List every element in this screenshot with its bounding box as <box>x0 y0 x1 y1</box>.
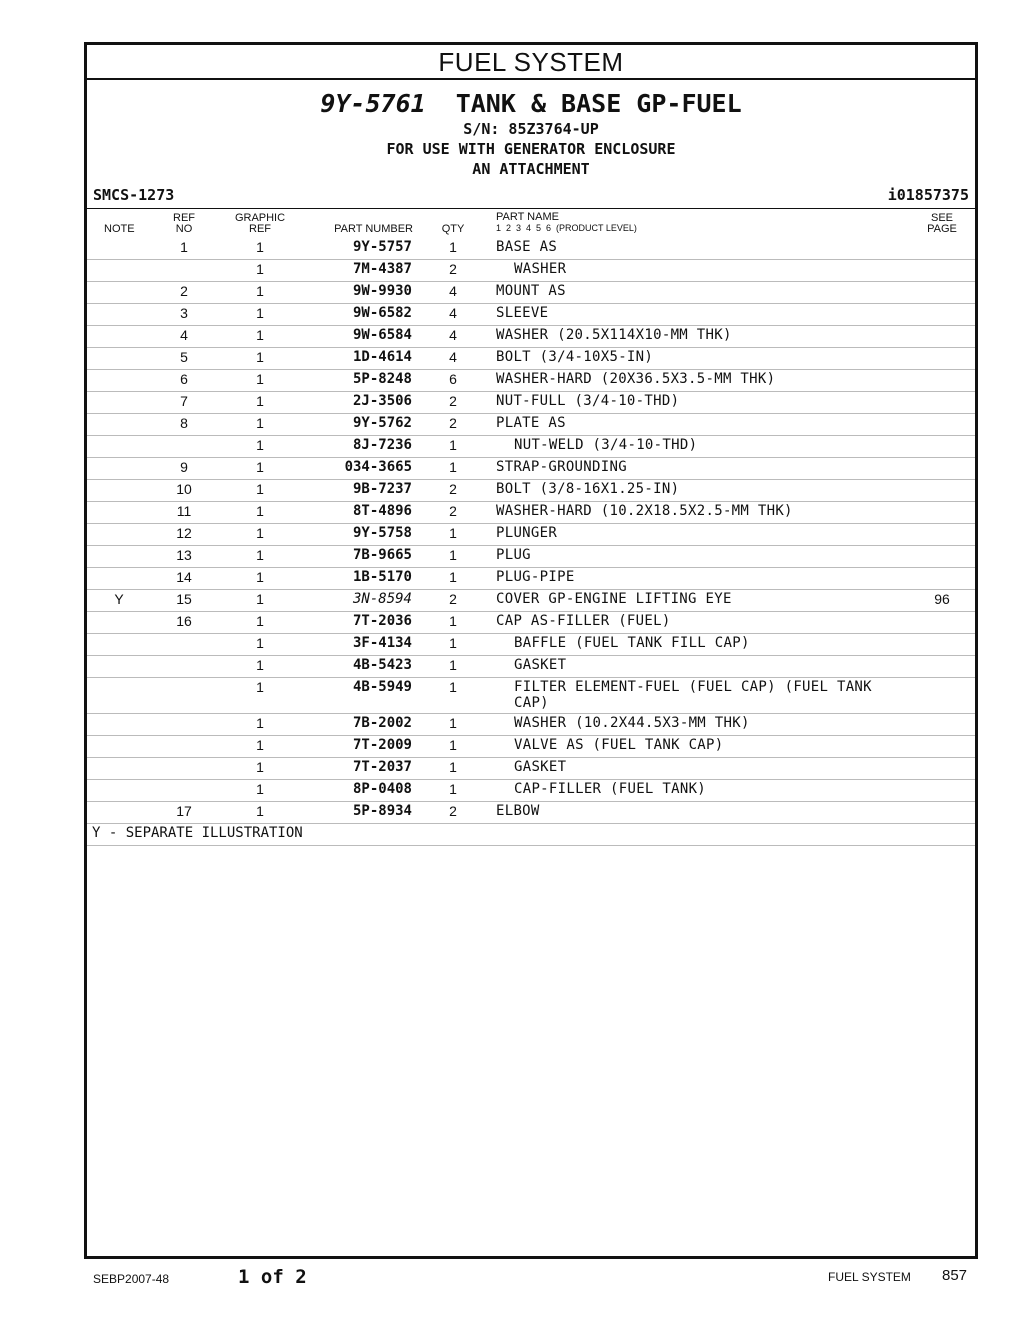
col-see-header-top: SEE <box>930 212 953 224</box>
graphic-ref-cell: 1 <box>256 327 264 343</box>
table-row <box>87 414 975 436</box>
part-name-cell: WASHER-HARD (10.2X18.5X2.5-MM THK) <box>496 503 793 519</box>
ref-number-cell: 9 <box>180 459 188 475</box>
table-row <box>87 502 975 524</box>
table-row <box>87 656 975 678</box>
quantity-cell: 1 <box>449 635 457 651</box>
part-name-cell: NUT-WELD (3/4-10-THD) <box>514 437 698 453</box>
table-row <box>87 348 975 370</box>
ref-number-cell: 14 <box>176 569 192 585</box>
part-number-cell: 1B-5170 <box>352 569 412 585</box>
footer-page-number: 857 <box>942 1267 968 1284</box>
graphic-ref-cell: 1 <box>256 635 264 651</box>
quantity-cell: 1 <box>449 737 457 753</box>
quantity-cell: 1 <box>449 437 457 453</box>
part-name-cell: BASE AS <box>496 239 558 255</box>
ref-number-cell: 12 <box>176 525 192 541</box>
quantity-cell: 1 <box>449 679 457 695</box>
ref-number-cell: 7 <box>180 393 188 409</box>
graphic-ref-cell: 1 <box>256 613 264 629</box>
quantity-cell: 4 <box>449 283 457 299</box>
graphic-ref-cell: 1 <box>256 459 264 475</box>
quantity-cell: 1 <box>449 239 457 255</box>
graphic-ref-cell: 1 <box>256 305 264 321</box>
quantity-cell: 1 <box>449 525 457 541</box>
group-part-number: 9Y-5761 <box>320 89 426 118</box>
graphic-ref-cell: 1 <box>256 393 264 409</box>
part-number-cell: 7T-2009 <box>352 737 412 753</box>
serial-number: S/N: 85Z3764-UP <box>463 120 599 138</box>
table-row <box>87 282 975 304</box>
quantity-cell: 2 <box>449 803 457 819</box>
part-name-cell: PLATE AS <box>496 415 566 431</box>
quantity-cell: 2 <box>449 415 457 431</box>
graphic-ref-cell: 1 <box>256 547 264 563</box>
see-page-cell: 96 <box>934 591 950 607</box>
part-name-cell: CAP AS-FILLER (FUEL) <box>496 613 671 629</box>
graphic-ref-cell: 1 <box>256 283 264 299</box>
table-row <box>87 480 975 502</box>
part-number-cell: 7M-4387 <box>352 261 412 277</box>
graphic-ref-cell: 1 <box>256 503 264 519</box>
table-row <box>87 524 975 546</box>
ref-number-cell: 1 <box>180 239 188 255</box>
table-row <box>87 612 975 634</box>
table-row <box>87 634 975 656</box>
graphic-ref-cell: 1 <box>256 481 264 497</box>
part-number-cell: 4B-5423 <box>352 657 412 673</box>
col-graphic-header-top: GRAPHIC <box>234 212 286 224</box>
part-name-cell: PLUG-PIPE <box>496 569 575 585</box>
part-name-line: CAP) <box>514 695 549 711</box>
footnote-text: Y - SEPARATE ILLUSTRATION <box>92 825 303 841</box>
part-number-cell: 9W-6582 <box>352 305 412 321</box>
graphic-ref-cell: 1 <box>256 803 264 819</box>
part-number-cell: 9Y-5762 <box>352 415 412 431</box>
ref-number-cell: 10 <box>176 481 192 497</box>
ref-number-cell: 6 <box>180 371 188 387</box>
col-ref-header-bottom: NO <box>175 223 193 235</box>
part-name-cell: CAP-FILLER (FUEL TANK) <box>514 781 707 797</box>
part-name-cell: BOLT (3/4-10X5-IN) <box>496 349 654 365</box>
table-row <box>87 678 975 714</box>
table-row <box>87 238 975 260</box>
quantity-cell: 1 <box>449 459 457 475</box>
footnote-row <box>87 824 975 846</box>
table-row <box>87 370 975 392</box>
ref-number-cell: 2 <box>180 283 188 299</box>
part-number-cell: 3F-4134 <box>352 635 412 651</box>
table-row <box>87 392 975 414</box>
part-name-cell <box>496 679 934 711</box>
ref-number-cell: 8 <box>180 415 188 431</box>
quantity-cell: 1 <box>449 759 457 775</box>
quantity-cell: 2 <box>449 393 457 409</box>
parts-table <box>87 238 975 846</box>
graphic-ref-cell: 1 <box>256 657 264 673</box>
part-number-cell: 7B-2002 <box>352 715 412 731</box>
part-number-cell: 7T-2037 <box>352 759 412 775</box>
group-header <box>87 89 975 179</box>
ref-number-cell: 4 <box>180 327 188 343</box>
table-row <box>87 326 975 348</box>
attachment-note: AN ATTACHMENT <box>472 160 590 178</box>
table-row <box>87 436 975 458</box>
page-frame <box>84 42 978 1259</box>
part-name-cell: NUT-FULL (3/4-10-THD) <box>496 393 680 409</box>
part-number-cell: 5P-8934 <box>352 803 412 819</box>
part-number-cell: 8J-7236 <box>352 437 412 453</box>
part-name-cell: STRAP-GROUNDING <box>496 459 627 475</box>
ref-number-cell: 11 <box>176 503 192 519</box>
graphic-ref-cell: 1 <box>256 239 264 255</box>
quantity-cell: 4 <box>449 305 457 321</box>
graphic-ref-cell: 1 <box>256 415 264 431</box>
quantity-cell: 1 <box>449 547 457 563</box>
quantity-cell: 2 <box>449 503 457 519</box>
quantity-cell: 2 <box>449 481 457 497</box>
header-divider <box>87 208 975 209</box>
graphic-ref-cell: 1 <box>256 349 264 365</box>
graphic-ref-cell: 1 <box>256 737 264 753</box>
quantity-cell: 2 <box>449 591 457 607</box>
graphic-ref-cell: 1 <box>256 591 264 607</box>
smcs-code: SMCS-1273 <box>93 186 175 204</box>
part-name-line: FILTER ELEMENT-FUEL (FUEL CAP) (FUEL TANK <box>514 679 872 695</box>
table-row <box>87 590 975 612</box>
quantity-cell: 1 <box>449 657 457 673</box>
part-number-cell: 5P-8248 <box>352 371 412 387</box>
quantity-cell: 1 <box>449 613 457 629</box>
table-row <box>87 546 975 568</box>
col-product-level-header: 1 2 3 4 5 6 (PRODUCT LEVEL) <box>496 223 637 233</box>
table-row <box>87 568 975 590</box>
footer-page-of: 1 of 2 <box>238 1266 307 1288</box>
part-name-cell: ELBOW <box>496 803 540 819</box>
quantity-cell: 6 <box>449 371 457 387</box>
part-number-cell: 9Y-5758 <box>352 525 412 541</box>
part-name-cell: PLUNGER <box>496 525 558 541</box>
table-row <box>87 780 975 802</box>
part-number-cell: 4B-5949 <box>352 679 412 695</box>
part-name-cell: SLEEVE <box>496 305 549 321</box>
part-number-cell: 7B-9665 <box>352 547 412 563</box>
col-graphic-header-bottom: REF <box>249 223 271 235</box>
part-name-cell: PLUG <box>496 547 531 563</box>
ref-number-cell: 17 <box>176 803 192 819</box>
part-name-cell: WASHER (20.5X114X10-MM THK) <box>496 327 732 343</box>
table-row <box>87 736 975 758</box>
col-note-header: NOTE <box>104 223 135 235</box>
part-name-cell: BOLT (3/8-16X1.25-IN) <box>496 481 680 497</box>
part-name-cell: GASKET <box>514 759 567 775</box>
quantity-cell: 1 <box>449 715 457 731</box>
group-title-line <box>87 89 975 119</box>
part-number-cell: 9W-9930 <box>352 283 412 299</box>
table-row <box>87 714 975 736</box>
graphic-ref-cell: 1 <box>256 679 264 695</box>
part-name-cell: MOUNT AS <box>496 283 566 299</box>
col-see-header-bottom: PAGE <box>927 223 957 235</box>
table-row <box>87 802 975 824</box>
part-number-cell: 2J-3506 <box>352 393 412 409</box>
part-number-cell: 9W-6584 <box>352 327 412 343</box>
quantity-cell: 4 <box>449 349 457 365</box>
ref-number-cell: 15 <box>176 591 192 607</box>
col-part-number-header: PART NUMBER <box>334 223 413 235</box>
part-number-cell: 9Y-5757 <box>352 239 412 255</box>
graphic-ref-cell: 1 <box>256 569 264 585</box>
ref-number-cell: 16 <box>176 613 192 629</box>
table-row <box>87 458 975 480</box>
part-number-cell: 7T-2036 <box>352 613 412 629</box>
part-name-cell: WASHER (10.2X44.5X3-MM THK) <box>514 715 750 731</box>
col-qty-header: QTY <box>441 223 465 235</box>
graphic-ref-cell: 1 <box>256 759 264 775</box>
note-cell: Y <box>114 591 124 607</box>
quantity-cell: 4 <box>449 327 457 343</box>
part-name-cell: GASKET <box>514 657 567 673</box>
part-number-cell: 3N-8594 <box>352 591 412 607</box>
ref-number-cell: 13 <box>176 547 192 563</box>
part-number-cell: 1D-4614 <box>352 349 412 365</box>
group-name: TANK & BASE GP-FUEL <box>455 89 742 118</box>
section-title: FUEL SYSTEM <box>87 45 975 80</box>
part-name-cell: BAFFLE (FUEL TANK FILL CAP) <box>514 635 750 651</box>
part-name-cell: WASHER-HARD (20X36.5X3.5-MM THK) <box>496 371 776 387</box>
page-footer <box>0 1264 1020 1294</box>
part-number-cell: 9B-7237 <box>352 481 412 497</box>
graphic-ref-cell: 1 <box>256 781 264 797</box>
footer-section: FUEL SYSTEM <box>828 1270 911 1284</box>
usage-note: FOR USE WITH GENERATOR ENCLOSURE <box>386 140 676 158</box>
graphic-ref-cell: 1 <box>256 371 264 387</box>
ref-number-cell: 5 <box>180 349 188 365</box>
col-part-name-header: PART NAME <box>496 211 559 223</box>
table-row <box>87 758 975 780</box>
ref-number-cell: 3 <box>180 305 188 321</box>
part-name-cell: COVER GP-ENGINE LIFTING EYE <box>496 591 732 607</box>
part-number-cell: 8T-4896 <box>352 503 412 519</box>
part-number-cell: 8P-0408 <box>352 781 412 797</box>
part-name-cell: WASHER <box>514 261 567 277</box>
graphic-ref-cell: 1 <box>256 437 264 453</box>
quantity-cell: 1 <box>449 781 457 797</box>
col-ref-header-top: REF <box>173 212 195 224</box>
graphic-ref-cell: 1 <box>256 525 264 541</box>
part-number-cell: 034-3665 <box>344 459 412 475</box>
quantity-cell: 2 <box>449 261 457 277</box>
part-name-cell: VALVE AS (FUEL TANK CAP) <box>514 737 724 753</box>
footer-document-number: SEBP2007-48 <box>93 1272 170 1286</box>
graphic-ref-cell: 1 <box>256 261 264 277</box>
quantity-cell: 1 <box>449 569 457 585</box>
illustration-id: i01857375 <box>887 186 969 204</box>
table-row <box>87 304 975 326</box>
table-row <box>87 260 975 282</box>
graphic-ref-cell: 1 <box>256 715 264 731</box>
